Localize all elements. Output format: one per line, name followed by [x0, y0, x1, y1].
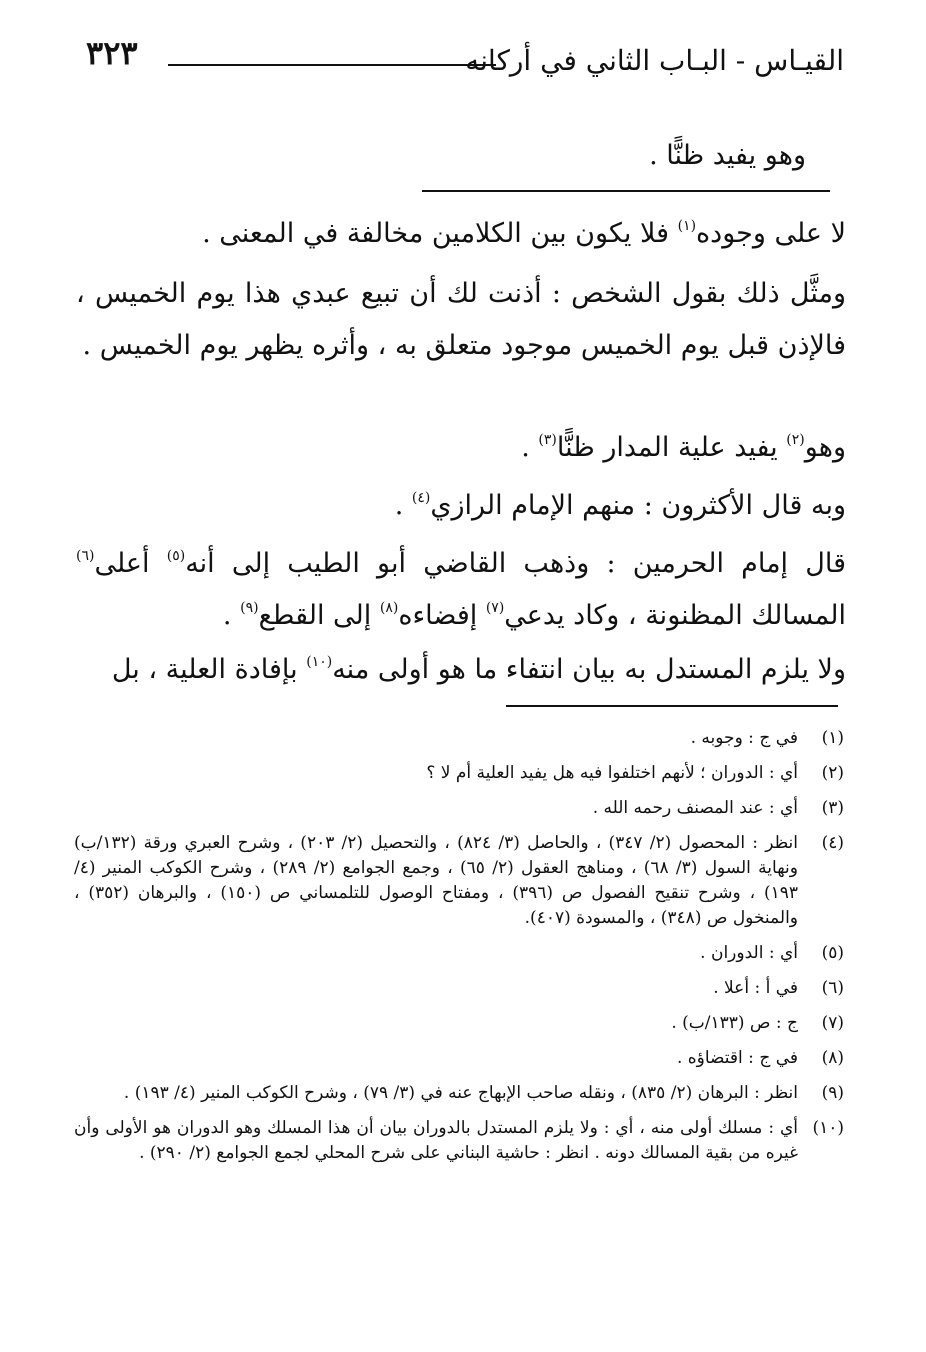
body-paragraph-6: [76, 644, 846, 696]
footnote-item: [74, 726, 844, 751]
footnote-number: (٣): [821, 798, 844, 818]
footnote-text: في أ : أعلا .: [713, 978, 798, 998]
footnote-item: [74, 1116, 844, 1166]
footnote-item: [74, 1046, 844, 1071]
paragraph-text: يفيد علية المدار ظنًّا: [556, 432, 787, 463]
footnote-text: ج : ص (١٣٣/ب) .: [671, 1013, 798, 1033]
paragraph-text: .: [394, 490, 412, 521]
paragraph-text: لا على وجوده: [696, 218, 846, 249]
paragraph-text: ولا يلزم المستدل به بيان انتفاء ما هو أولى منه: [332, 654, 846, 685]
footnote-item: [74, 941, 844, 966]
footnote-ref: (٧): [485, 600, 505, 616]
section-divider: [422, 190, 830, 192]
paragraph-text: وهو: [804, 432, 846, 463]
footnote-text: أي : مسلك أولى منه ، أي : ولا يلزم المستدل بالدوران بيان أن هذا المسلك وهو الدوران هو الأولى وأن غيره من بقية المسالك دونه . انظر : حاشية البناني على شرح المحلي لجمع الجوامع (٢/ ٢٩٠) .: [74, 1118, 798, 1163]
footnote-ref: (٩): [240, 600, 259, 616]
body-paragraph-5: [76, 538, 846, 642]
footnote-separator: [506, 705, 838, 707]
paragraph-text: المسالك المظنونة ، وكاد يدعي: [504, 600, 846, 631]
footnote-ref: (٦): [76, 548, 95, 564]
footnote-ref: (١): [677, 218, 697, 234]
paragraph-text: وبه قال الأكثرون : منهم الإمام الرازي: [430, 490, 846, 521]
footnote-ref: (٣): [538, 432, 557, 448]
footnote-item: [74, 1011, 844, 1036]
footnote-item: [74, 831, 844, 931]
running-header-title: القيـاس - البـاب الثاني في أركانه: [465, 44, 844, 77]
footnote-number: (١٠): [812, 1118, 844, 1138]
footnote-number: (٥): [821, 943, 844, 963]
page-number: ٣٢٣: [86, 34, 138, 72]
footnote-ref: (٤): [411, 490, 431, 506]
footnotes-section: [74, 726, 844, 1176]
footnote-number: (٨): [821, 1048, 844, 1068]
footnote-number: (٤): [821, 833, 844, 853]
body-paragraph-2: [76, 268, 846, 372]
paragraph-text: ومثَّل ذلك بقول الشخص : أذنت لك أن تبيع عبدي هذا يوم الخميس ، فالإذن قبل يوم الخميس موجود متعلق به ، وأثره يظهر يوم الخميس .: [76, 278, 846, 361]
paragraph-text: أعلى: [94, 548, 167, 579]
continued-line: وهو يفيد ظنًّا .: [649, 140, 806, 171]
paragraph-text: بإفادة العلية ، بل: [111, 654, 307, 685]
footnote-text: أي : الدوران .: [700, 943, 798, 963]
paragraph-text: إفضاءه: [398, 600, 486, 631]
footnote-text: أي : الدوران ؛ لأنهم اختلفوا فيه هل يفيد العلية أم لا ؟: [426, 763, 798, 783]
footnote-ref: (٨): [379, 600, 399, 616]
footnote-text: انظر : المحصول (٢/ ٣٤٧) ، والحاصل (٣/ ٨٢٤) ، والتحصيل (٢/ ٢٠٣) ، وشرح العبري ورقة (١٣٢/ب) ونهاية السول (٣/ ٦٨) ، ومناهج العقول (٢/ ٦٥) ، وجمع الجوامع (٢/ ٢٨٩) ، وشرح الكوكب المنير (٤/ ١٩٣) ، وشرح تنقيح الفصول ص (٣٩٦) ، ومفتاح الوصول للتلمساني ص (١٥٠) ، والبرهان (٣٥٢) ، والمنخول ص (٣٤٨) ، والمسودة (٤٠٧).: [74, 833, 798, 928]
body-paragraph-3: [76, 422, 846, 474]
body-paragraph-4: [76, 480, 846, 532]
footnote-ref: (٢): [786, 432, 805, 448]
footnote-ref: (١٠): [306, 654, 333, 670]
footnote-number: (٧): [821, 1013, 844, 1033]
paragraph-text: قال إمام الحرمين : وذهب القاضي أبو الطيب إلى أنه: [185, 548, 846, 579]
header-rule: [168, 64, 496, 66]
body-paragraph-1: [76, 208, 846, 260]
footnote-text: في ج : اقتضاؤه .: [676, 1048, 798, 1068]
paragraph-text: فلا يكون بين الكلامين مخالفة في المعنى .: [202, 218, 678, 249]
footnote-text: في ج : وجوبه .: [690, 728, 798, 748]
footnote-item: [74, 1081, 844, 1106]
footnote-item: [74, 976, 844, 1001]
footnote-number: (٦): [821, 978, 844, 998]
footnote-number: (١): [821, 728, 844, 748]
paragraph-text: .: [521, 432, 539, 463]
footnote-number: (٩): [821, 1083, 844, 1103]
footnote-text: أي : عند المصنف رحمه الله .: [592, 798, 798, 818]
footnote-ref: (٥): [166, 548, 186, 564]
paragraph-text: .: [222, 600, 241, 631]
footnote-item: [74, 796, 844, 821]
footnote-item: [74, 761, 844, 786]
paragraph-text: إلى القطع: [258, 600, 380, 631]
footnote-number: (٢): [821, 763, 844, 783]
footnote-text: انظر : البرهان (٢/ ٨٣٥) ، ونقله صاحب الإبهاج عنه في (٣/ ٧٩) ، وشرح الكوكب المنير (٤/ ١٩٣) .: [123, 1083, 798, 1103]
